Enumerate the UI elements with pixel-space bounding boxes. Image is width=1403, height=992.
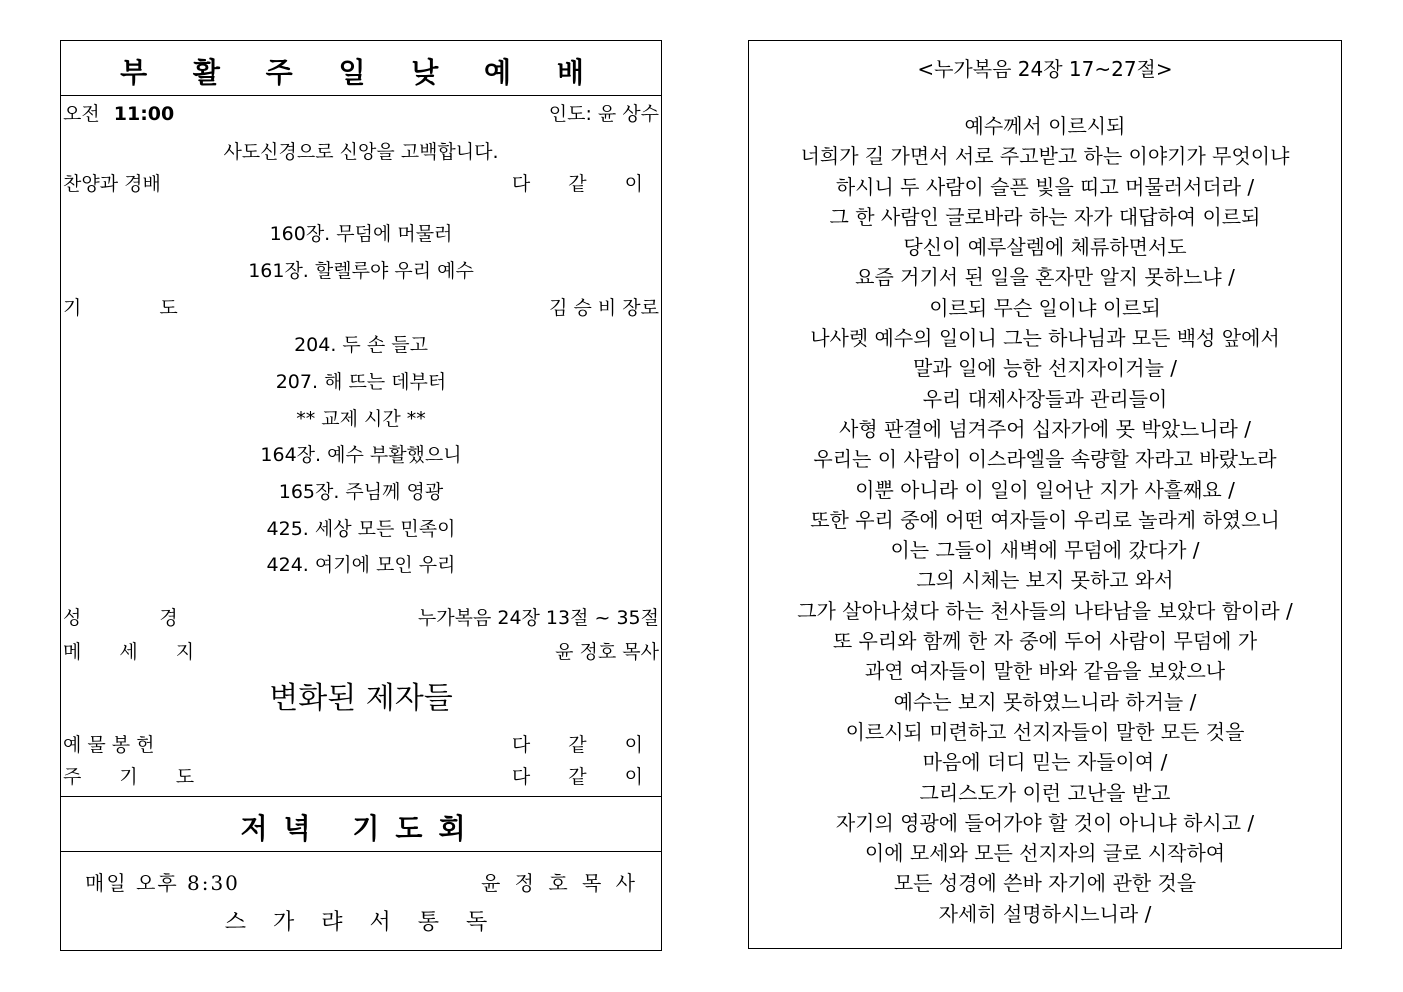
verse-line: 이뿐 아니라 이 일이 일어난 지가 사흘째요 / [855, 477, 1235, 502]
title-box [61, 41, 661, 96]
verse-line: 또 우리와 함께 한 자 중에 두어 사람이 무덤에 가 [832, 629, 1258, 654]
offering-right: 다 같 이 [511, 734, 659, 756]
offering-row [63, 730, 659, 760]
scripture-panel [748, 40, 1342, 949]
praise-row [63, 169, 659, 199]
song-line: 164장. 예수 부활했으니 [260, 444, 462, 466]
lords-prayer-right: 다 같 이 [511, 766, 659, 788]
evening-time: 매일 오후 8:30 [85, 871, 240, 895]
lords-prayer-label: 주 기 도 [63, 766, 211, 788]
evening-title: 저녁 기도회 [240, 812, 482, 845]
verse-line: 말과 일에 능한 선지자이거늘 / [912, 356, 1177, 381]
verse-line: 이는 그들이 새벽에 무덤에 갔다가 / [890, 538, 1200, 563]
praise-song: 160장. 무덤에 머물러 [269, 223, 453, 245]
song-line: 425. 세상 모든 민족이 [266, 518, 456, 540]
verse-line: 요즘 거기서 된 일을 혼자만 알지 못하느냐 / [855, 265, 1235, 290]
leader: 인도: 윤 상수 [548, 103, 659, 125]
verse-line: 자기의 영광에 들어가야 할 것이 아니냐 하시고 / [835, 810, 1255, 835]
verse-line: 그리스도가 이런 고난을 받고 [919, 780, 1171, 805]
verse-line: 그가 살아나셨다 하는 천사들의 나타남을 보았다 함이라 / [797, 598, 1293, 623]
preacher: 윤 정호 목사 [555, 641, 659, 663]
evening-reading: 스 가 랴 서 통 독 [224, 910, 498, 935]
prayer-row [63, 293, 659, 323]
scripture-row [63, 603, 659, 633]
lords-prayer-row [63, 762, 659, 792]
order-of-service-panel [60, 40, 662, 951]
prayer-label: 기 도 [63, 297, 214, 319]
verse-line: 마음에 더디 믿는 자들이여 / [922, 750, 1168, 775]
verse-line: 하시니 두 사람이 슬픈 빛을 띠고 머물러서더라 / [835, 174, 1255, 199]
verse-line: 사형 판결에 넘겨주어 십자가에 못 박았느니라 / [839, 416, 1251, 441]
song-line: 165장. 주님께 영광 [278, 481, 444, 503]
evening-leader: 윤 정 호 목 사 [480, 871, 639, 895]
evening-title-box [61, 796, 661, 852]
praise-label: 찬양과 경배 [63, 173, 161, 195]
verse-line: 모든 성경에 쓴바 자기에 관한 것을 [893, 871, 1197, 896]
creed-line: 사도신경으로 신앙을 고백합니다. [223, 141, 499, 163]
verse-line: 당신이 예루살렘에 체류하면서도 [903, 235, 1187, 260]
service-title: 부 활 주 일 낮 예 배 [120, 56, 602, 89]
verse-line: 그 한 사람인 글로바라 하는 자가 대답하여 이르되 [829, 204, 1261, 229]
scripture-label: 성 경 [63, 607, 214, 629]
fellowship-time: ** 교제 시간 ** [296, 408, 426, 430]
verse-line: 또한 우리 중에 어떤 여자들이 우리로 놀라게 하였으니 [810, 507, 1280, 532]
offering-label: 예 물 봉 헌 [63, 734, 155, 756]
scripture-heading: <누가복음 24장 17~27절> [917, 57, 1173, 81]
message-row [63, 637, 659, 667]
scripture-reference: 누가복음 24장 13절 ~ 35절 [417, 607, 659, 629]
verse-line: 예수는 보지 못하였느니라 하거늘 / [893, 689, 1197, 714]
time-value: 11:00 [113, 103, 175, 125]
praise-song: 161장. 할렐루야 우리 예수 [248, 260, 474, 282]
praise-right: 다 같 이 [511, 173, 659, 195]
song-line: 424. 여기에 모인 우리 [266, 554, 456, 576]
verse-line: 과연 여자들이 말한 바와 같음을 보았으나 [864, 659, 1226, 684]
verse-list [749, 111, 1341, 929]
verse-line: 나사렛 예수의 일이니 그는 하나님과 모든 백성 앞에서 [810, 326, 1280, 351]
sermon-title: 변화된 제자들 [269, 681, 453, 716]
time-row [63, 99, 659, 129]
verse-line: 이르시되 미련하고 선지자들이 말한 모든 것을 [845, 719, 1245, 744]
time-label: 오전 [63, 103, 100, 125]
verse-line: 예수께서 이르시되 [964, 114, 1126, 138]
message-label: 메 세 지 [63, 641, 211, 663]
song-line: 207. 해 뜨는 데부터 [275, 371, 447, 393]
verse-line: 우리는 이 사람이 이스라엘을 속량할 자라고 바랐노라 [813, 447, 1277, 472]
verse-line: 그의 시체는 보지 못하고 와서 [916, 568, 1174, 593]
verse-line: 우리 대제사장들과 관리들이 [922, 386, 1168, 411]
verse-line: 자세히 설명하시느니라 / [938, 901, 1152, 926]
verse-line: 너희가 길 가면서 서로 주고받고 하는 이야기가 무엇이냐 [800, 144, 1290, 169]
verse-line: 이에 모세와 모든 선지자의 글로 시작하여 [864, 841, 1226, 866]
verse-line: 이르되 무슨 일이냐 이르되 [929, 295, 1161, 320]
prayer-leader: 김 승 비 장로 [549, 297, 659, 319]
song-line: 204. 두 손 들고 [294, 334, 428, 356]
